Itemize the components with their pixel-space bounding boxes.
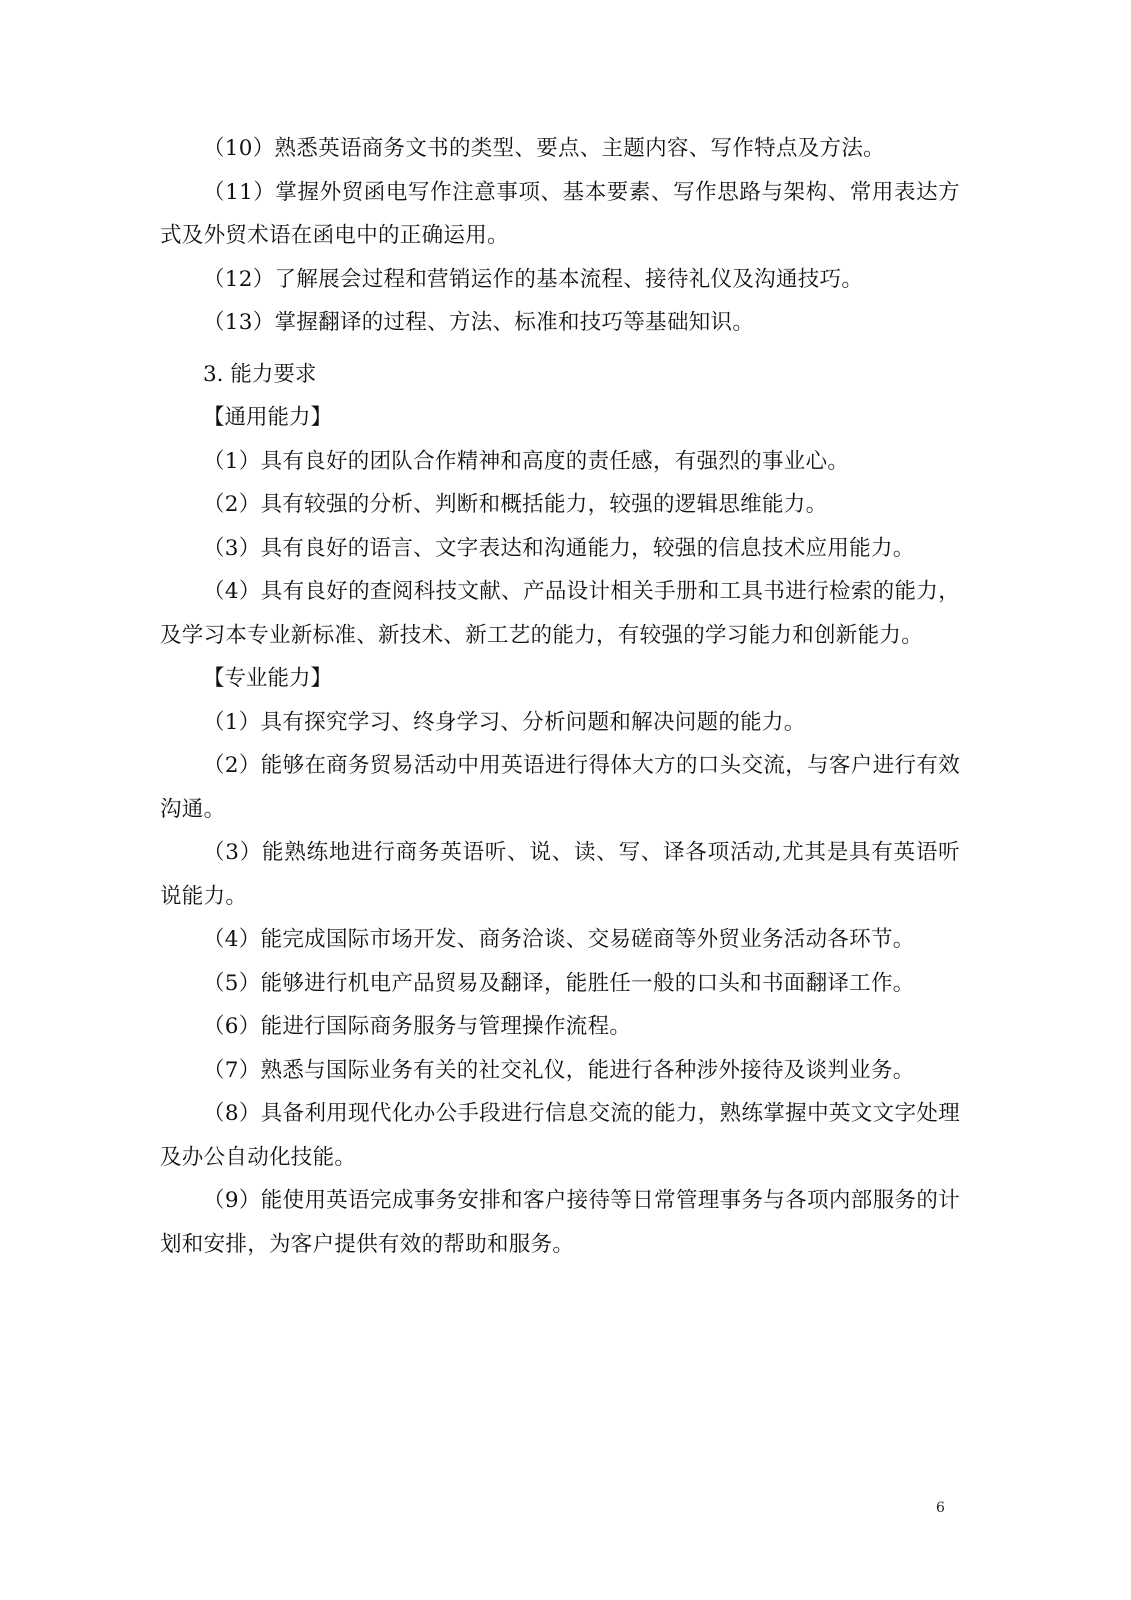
professional-ability-item-9: （9）能使用英语完成事务安排和客户接待等日常管理事务与各项内部服务的计划和安排，为客户提供有效的帮助和服务。 bbox=[160, 1188, 960, 1257]
knowledge-item-11: （11）掌握外贸函电写作注意事项、基本要素、写作思路与架构、常用表达方式及外贸术语在函电中的正确运用。 bbox=[160, 179, 960, 248]
professional-ability-item-2: （2）能够在商务贸易活动中用英语进行得体大方的口头交流，与客户进行有效沟通。 bbox=[160, 753, 960, 822]
knowledge-item-13: （13）掌握翻译的过程、方法、标准和技巧等基础知识。 bbox=[203, 310, 755, 335]
professional-ability-item-8: （8）具备利用现代化办公手段进行信息交流的能力，熟练掌握中英文文字处理及办公自动化技能。 bbox=[160, 1101, 960, 1170]
general-ability-item-1: （1）具有良好的团队合作精神和高度的责任感，有强烈的事业心。 bbox=[203, 448, 850, 474]
professional-ability-item-4: （4）能完成国际市场开发、商务洽谈、交易磋商等外贸业务活动各环节。 bbox=[203, 927, 915, 952]
section-heading-ability: 3. 能力要求 bbox=[203, 361, 317, 387]
general-ability-item-4: （4）具有良好的查阅科技文献、产品设计相关手册和工具书进行检索的能力，及学习本专业新标准、新技术、新工艺的能力，有较强的学习能力和创新能力。 bbox=[160, 579, 960, 648]
professional-ability-item-6: （6）能进行国际商务服务与管理操作流程。 bbox=[203, 1014, 632, 1039]
general-ability-item-3: （3）具有良好的语言、文字表达和沟通能力，较强的信息技术应用能力。 bbox=[203, 535, 915, 561]
page-number: 6 bbox=[936, 1500, 945, 1516]
general-ability-title: 【通用能力】 bbox=[203, 405, 333, 430]
page-content bbox=[160, 127, 960, 1266]
professional-ability-item-3: （3）能熟练地进行商务英语听、说、读、写、译各项活动,尤其是具有英语听说能力。 bbox=[160, 840, 960, 909]
general-ability-item-2: （2）具有较强的分析、判断和概括能力，较强的逻辑思维能力。 bbox=[203, 492, 828, 517]
knowledge-item-10: （10）熟悉英语商务文书的类型、要点、主题内容、写作特点及方法。 bbox=[203, 136, 885, 161]
professional-ability-title: 【专业能力】 bbox=[203, 666, 333, 691]
professional-ability-item-7: （7）熟悉与国际业务有关的社交礼仪，能进行各种涉外接待及谈判业务。 bbox=[203, 1057, 915, 1083]
professional-ability-item-5: （5）能够进行机电产品贸易及翻译，能胜任一般的口头和书面翻译工作。 bbox=[203, 970, 915, 996]
knowledge-item-12: （12）了解展会过程和营销运作的基本流程、接待礼仪及沟通技巧。 bbox=[203, 266, 864, 292]
professional-ability-item-1: （1）具有探究学习、终身学习、分析问题和解决问题的能力。 bbox=[203, 709, 806, 735]
